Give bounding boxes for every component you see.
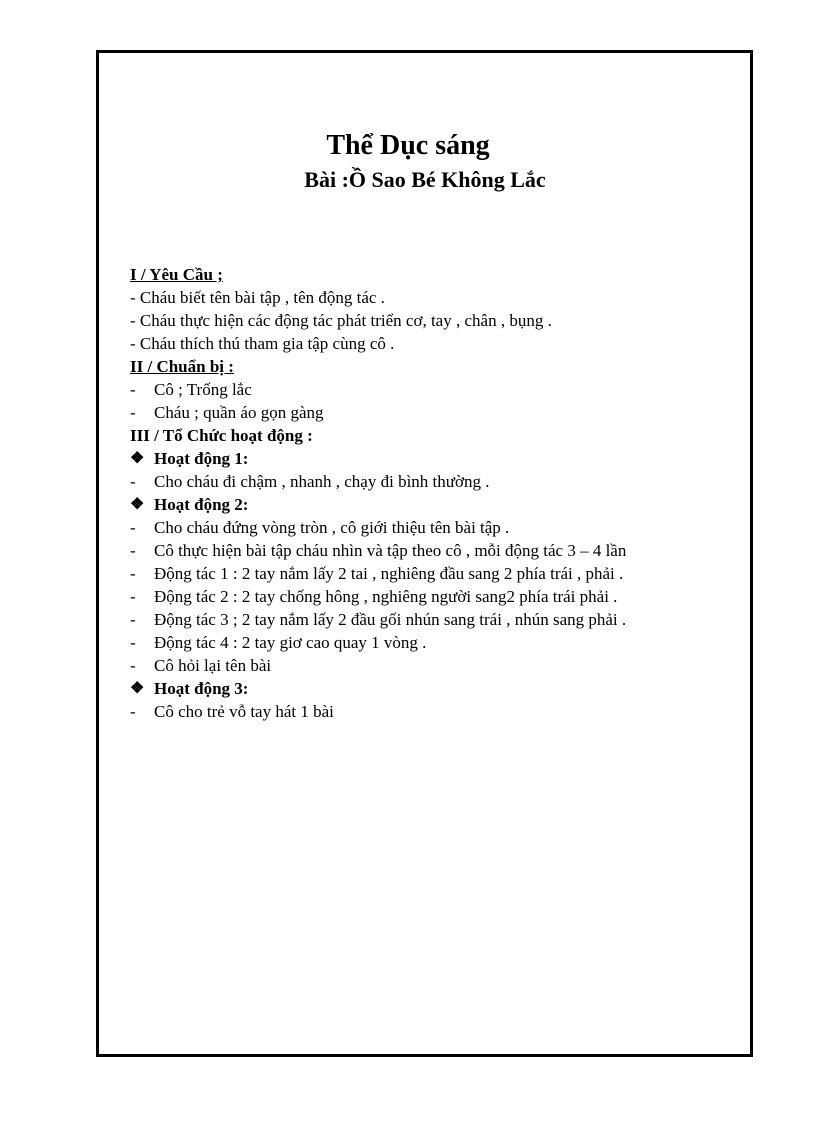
activity-item — [130, 654, 730, 677]
preparation-text: Cô ; Trống lắc — [154, 380, 252, 399]
activity-2-heading — [130, 493, 730, 516]
activity-item — [130, 585, 730, 608]
document-body — [130, 263, 730, 723]
activity-label: Hoạt động 3: — [154, 679, 249, 698]
activity-3-heading — [130, 677, 730, 700]
document-subtitle: Bài :Ồ Sao Bé Không Lắc — [304, 167, 546, 192]
activity-1-heading — [130, 447, 730, 470]
dash-marker: - — [130, 518, 136, 537]
activity-item — [130, 631, 730, 654]
activity-text: Cô hỏi lại tên bài — [154, 656, 272, 675]
dash-marker: - — [130, 380, 136, 399]
activity-item — [130, 562, 730, 585]
activity-text: Cho cháu đứng vòng tròn , cô giới thiệu tên bài tập . — [154, 518, 510, 537]
dash-marker: - — [130, 610, 136, 629]
activity-item — [130, 470, 730, 493]
activity-item — [130, 516, 730, 539]
dash-marker: - — [130, 633, 136, 652]
requirement-item: - Cháu thích thú tham gia tập cùng cô . — [130, 334, 395, 353]
preparation-text: Cháu ; quần áo gọn gàng — [154, 403, 324, 422]
section-heading-preparation: II / Chuẩn bị : — [130, 357, 234, 376]
dash-marker: - — [130, 702, 136, 721]
requirement-item: - Cháu thực hiện các động tác phát triển cơ, tay , chân , bụng . — [130, 311, 552, 330]
diamond-bullet-icon: ❖ — [130, 496, 145, 513]
dash-marker: - — [130, 403, 136, 422]
activity-item — [130, 539, 730, 562]
section-heading-activities: III / Tổ Chức hoạt động : — [130, 426, 313, 445]
dash-marker: - — [130, 541, 136, 560]
dash-marker: - — [130, 587, 136, 606]
activity-text: Cô thực hiện bài tập cháu nhìn và tập theo cô , mỗi động tác 3 – 4 lần — [154, 541, 627, 560]
preparation-item — [130, 401, 730, 424]
activity-text: Cho cháu đi chậm , nhanh , chạy đi bình thường . — [154, 472, 490, 491]
activity-text: Động tác 3 ; 2 tay nắm lấy 2 đầu gối nhún sang trái , nhún sang phải . — [154, 610, 627, 629]
diamond-bullet-icon: ❖ — [130, 450, 145, 467]
activity-text: Động tác 4 : 2 tay giơ cao quay 1 vòng . — [154, 633, 427, 652]
activity-label: Hoạt động 1: — [154, 449, 249, 468]
requirement-item: - Cháu biết tên bài tập , tên động tác . — [130, 288, 385, 307]
preparation-item — [130, 378, 730, 401]
section-heading-requirements: I / Yêu Cầu ; — [130, 265, 223, 284]
activity-item — [130, 700, 730, 723]
document-title: Thể Dục sáng — [326, 130, 490, 161]
activity-item — [130, 608, 730, 631]
diamond-bullet-icon: ❖ — [130, 680, 145, 697]
dash-marker: - — [130, 472, 136, 491]
dash-marker: - — [130, 656, 136, 675]
activity-text: Động tác 2 : 2 tay chống hông , nghiêng người sang2 phía trái phải . — [154, 587, 618, 606]
dash-marker: - — [130, 564, 136, 583]
activity-label: Hoạt động 2: — [154, 495, 249, 514]
activity-text: Cô cho trẻ vỗ tay hát 1 bài — [154, 702, 334, 721]
activity-text: Động tác 1 : 2 tay nắm lấy 2 tai , nghiêng đầu sang 2 phía trái , phải . — [154, 564, 624, 583]
